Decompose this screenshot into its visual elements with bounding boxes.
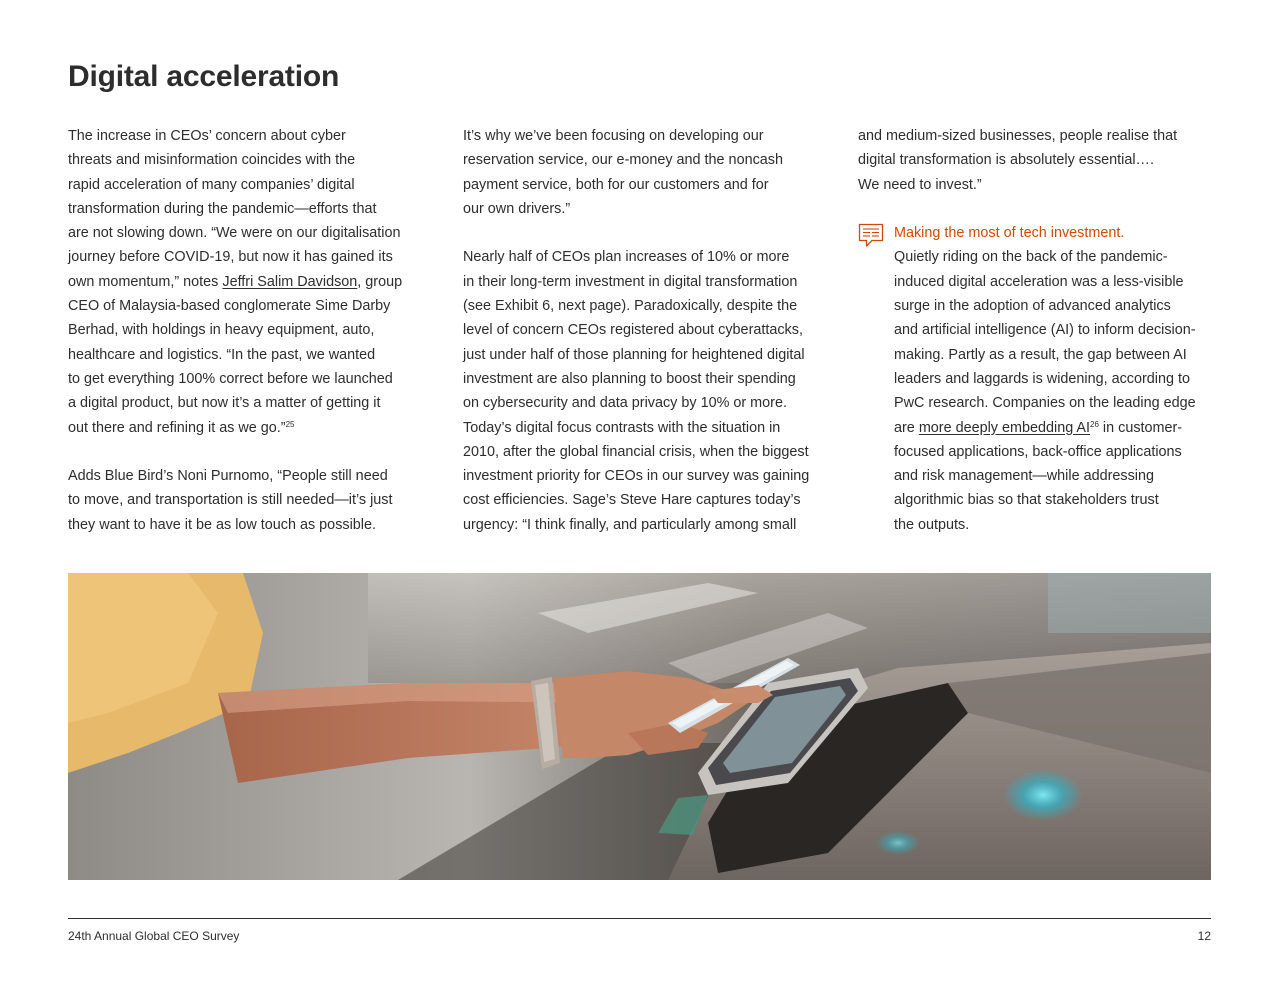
text-line: payment service, both for our customers and for: [463, 176, 769, 193]
text-fragment: own momentum,” notes: [68, 273, 223, 290]
text-line: [894, 416, 1218, 440]
paragraph: [68, 464, 428, 537]
text-line: they want to have it be as low touch as possible.: [68, 516, 376, 533]
text-line: the outputs.: [894, 516, 970, 533]
paragraph: [858, 124, 1218, 197]
text-line: CEO of Malaysia-based conglomerate Sime Darby: [68, 298, 391, 315]
page-title: Digital acceleration: [68, 60, 340, 93]
text-fragment: in customer-: [1098, 419, 1183, 436]
contactless-payment-illustration: [68, 573, 1211, 880]
text-line: focused applications, back-office applications: [894, 443, 1182, 460]
paragraph: [463, 245, 833, 537]
text-line: just under half of those planning for heightened digital: [463, 346, 805, 363]
text-line: investment priority for CEOs in our survey was gaining: [463, 468, 810, 485]
text-line: Today’s digital focus contrasts with the situation in: [463, 419, 781, 436]
text-fragment: , group: [357, 273, 403, 290]
text-line: [68, 270, 428, 294]
footnote-26[interactable]: 26: [1090, 419, 1099, 429]
page-number: 12: [1197, 929, 1211, 943]
text-line: algorithmic bias so that stakeholders trust: [894, 492, 1159, 509]
text-line: induced digital acceleration was a less-visible: [894, 273, 1184, 290]
text-line: journey before COVID-19, but now it has gained its: [68, 249, 393, 266]
text-line: digital transformation is absolutely essential….: [858, 152, 1154, 169]
callout-heading: Making the most of tech investment.: [894, 225, 1125, 242]
text-line: and risk management—while addressing: [894, 468, 1154, 485]
text-line: reservation service, our e-money and the noncash: [463, 152, 783, 169]
text-line: Berhad, with holdings in heavy equipment, auto,: [68, 322, 375, 339]
text-line: [68, 416, 428, 440]
contactless-payment-photo: [68, 573, 1211, 880]
embedding-ai-link[interactable]: more deeply embedding AI: [918, 419, 1091, 436]
footer-publication-title: 24th Annual Global CEO Survey: [68, 929, 240, 943]
text-line: (see Exhibit 6, next page). Paradoxically, despite the: [463, 298, 798, 315]
text-line: our own drivers.”: [463, 200, 571, 217]
text-line: Adds Blue Bird’s Noni Purnomo, “People still need: [68, 468, 388, 485]
paragraph: [68, 124, 428, 440]
text-line: on cybersecurity and data privacy by 10% or more.: [463, 395, 787, 412]
text-line: healthcare and logistics. “In the past, we wanted: [68, 346, 376, 363]
text-line: transformation during the pandemic—efforts that: [68, 200, 377, 217]
text-line: to move, and transportation is still needed—it’s just: [68, 492, 393, 509]
footer-divider: [68, 918, 1211, 919]
text-line: investment are also planning to boost their spending: [463, 370, 796, 387]
document-comment-icon: [858, 223, 884, 249]
text-line: threats and misinformation coincides with the: [68, 152, 356, 169]
text-line: Quietly riding on the back of the pandemic-: [894, 249, 1168, 266]
footnote-25[interactable]: 25: [285, 419, 295, 429]
text-line: The increase in CEOs’ concern about cyber: [68, 128, 346, 144]
column-3: [858, 124, 1218, 537]
text-line: and artificial intelligence (AI) to inform decision-: [894, 322, 1196, 339]
tech-investment-callout: [858, 221, 1218, 537]
jeffri-davidson-link[interactable]: Jeffri Salim Davidson: [222, 273, 358, 290]
paragraph: [463, 124, 833, 221]
text-line: making. Partly as a result, the gap between AI: [894, 346, 1187, 363]
text-line: It’s why we’ve been focusing on developing our: [463, 128, 764, 144]
text-line: We need to invest.”: [858, 176, 982, 193]
text-line: rapid acceleration of many companies’ digital: [68, 176, 355, 193]
text-line: PwC research. Companies on the leading edge: [894, 395, 1196, 412]
column-2: [463, 124, 833, 537]
text-line: to get everything 100% correct before we launched: [68, 370, 393, 387]
text-fragment: out there and refining it as we go.”: [68, 419, 286, 436]
text-fragment: are: [894, 419, 919, 436]
text-line: surge in the adoption of advanced analytics: [894, 298, 1171, 315]
text-line: level of concern CEOs registered about cyberattacks,: [463, 322, 803, 339]
text-line: urgency: “I think finally, and particularly among small: [463, 516, 797, 533]
text-line: cost efficiencies. Sage’s Steve Hare captures today’s: [463, 492, 801, 509]
text-line: in their long-term investment in digital transformation: [463, 273, 798, 290]
text-line: leaders and laggards is widening, according to: [894, 370, 1190, 387]
text-line: a digital product, but now it’s a matter of getting it: [68, 395, 381, 412]
text-line: are not slowing down. “We were on our digitalisation: [68, 225, 401, 242]
text-line: Nearly half of CEOs plan increases of 10% or more: [463, 249, 790, 266]
column-1: [68, 124, 428, 537]
text-line: and medium-sized businesses, people realise that: [858, 128, 1178, 144]
text-line: 2010, after the global financial crisis, when the biggest: [463, 443, 809, 460]
